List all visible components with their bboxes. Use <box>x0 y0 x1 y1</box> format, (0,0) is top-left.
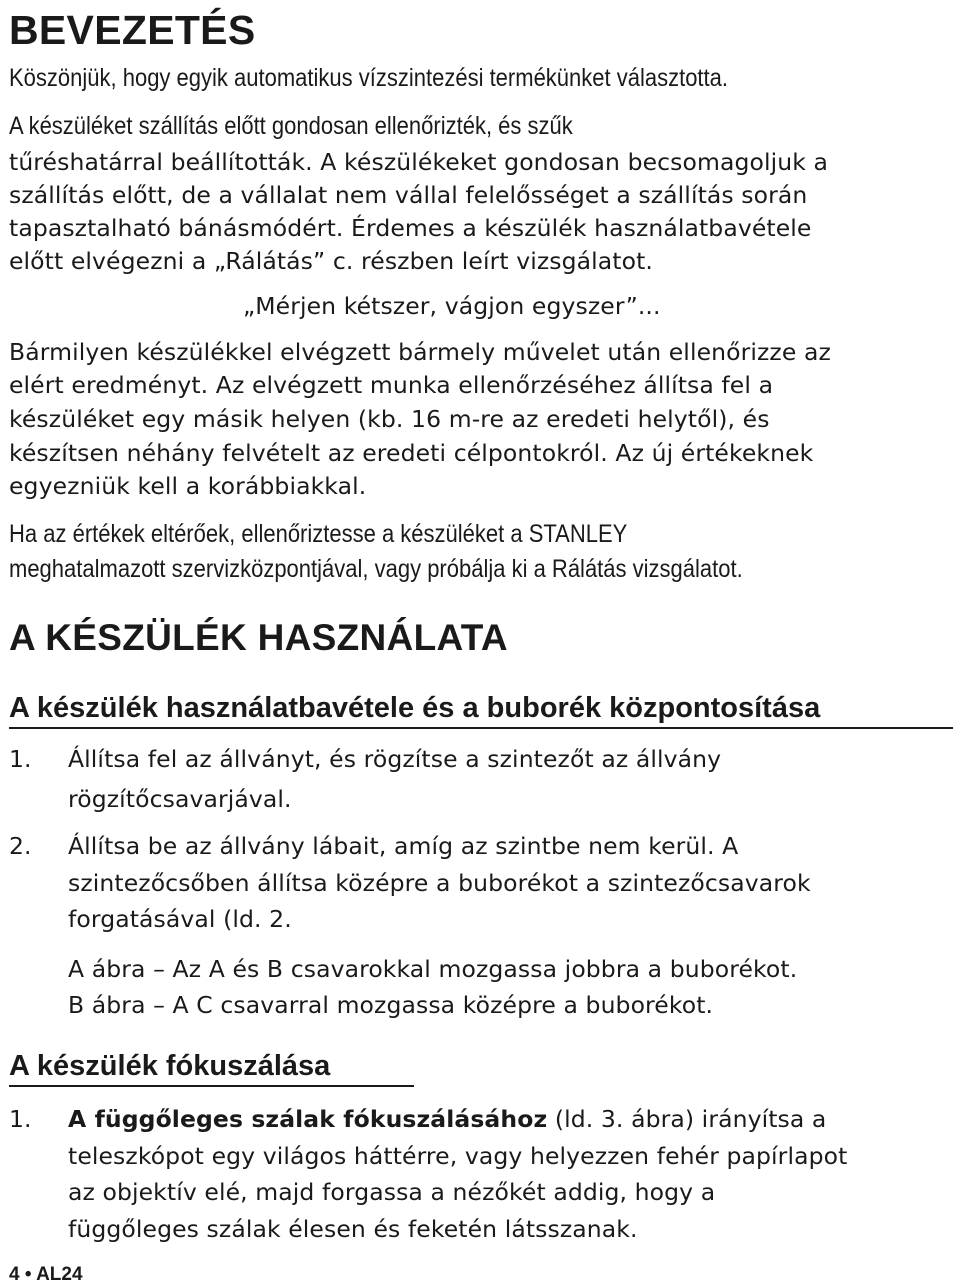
text-line: szintezőcsőben állítsa középre a buborékot a szintezőcsavarok <box>68 869 811 897</box>
page-footer: 4 • AL24 <box>9 1264 83 1285</box>
text-line: Állítsa fel az állványt, és rögzítse a szintezőt az állvány <box>68 745 722 773</box>
text-line: Állítsa be az állvány lábait, amíg az szintbe nem kerül. A <box>68 832 739 860</box>
text-line: Ha az értékek eltérőek, ellenőriztesse a készüléket a STANLEY <box>9 520 628 548</box>
list-number: 2. <box>9 832 32 860</box>
text-line: készítsen néhány felvételt az eredeti célpontokról. Az új értékeknek <box>9 439 814 467</box>
text-line: rögzítőcsavarjával. <box>68 785 292 813</box>
text-line: A készüléket szállítás előtt gondosan ellenőrizték, és szűk <box>9 112 573 140</box>
text-line: az objektív elé, majd forgassa a nézőkét addig, hogy a <box>68 1178 716 1206</box>
list-number: 1. <box>9 1105 32 1133</box>
intro-quote: „Mérjen kétszer, vágjon egyszer”... <box>243 292 661 320</box>
line-rest: (ld. 3. ábra) irányítsa a <box>547 1105 827 1133</box>
text-line: tűréshatárral beállították. A készülékeket gondosan becsomagoljuk a <box>9 148 829 176</box>
text-line: függőleges szálak élesen és feketén látsszanak. <box>68 1215 638 1243</box>
text-line: teleszkópot egy világos háttérre, vagy helyezzen fehér papírlapot <box>68 1142 848 1170</box>
text-line: egyezniük kell a korábbiakkal. <box>9 472 367 500</box>
bold-lead: A függőleges szálak fókuszálásához <box>68 1105 548 1133</box>
text-line: elért eredményt. Az elvégzett munka ellenőrzéséhez állítsa fel a <box>9 371 774 399</box>
subsection-title-setup: A készülék használatbavétele és a buborék központosítása <box>9 694 953 729</box>
text-line <box>68 1105 827 1133</box>
text-line: tapasztalható bánásmódért. Érdemes a készülék használatbavétele <box>9 214 812 242</box>
subsection-title-focus: A készülék fókuszálása <box>9 1052 414 1087</box>
text-line: forgatásával (ld. 2. <box>68 905 292 933</box>
text-line: szállítás előtt, de a vállalat nem vállal felelősséget a szállítás során <box>9 181 808 209</box>
text-line: B ábra – A C csavarral mozgassa középre a buborékot. <box>68 991 714 1019</box>
text-line: készüléket egy másik helyen (kb. 16 m-re az eredeti helytől), és <box>9 405 770 433</box>
text-line: Köszönjük, hogy egyik automatikus vízszintezési termékünket választotta. <box>9 64 729 92</box>
list-number: 1. <box>9 745 32 773</box>
section-title-usage: A KÉSZÜLÉK HASZNÁLATA <box>9 617 508 658</box>
text-line: Bármilyen készülékkel elvégzett bármely művelet után ellenőrizze az <box>9 338 831 366</box>
section-title-intro: BEVEZETÉS <box>9 7 256 53</box>
text-line: A ábra – Az A és B csavarokkal mozgassa jobbra a buborékot. <box>68 955 798 983</box>
text-line: előtt elvégezni a „Rálátás” c. részben leírt vizsgálatot. <box>9 247 653 275</box>
text-line: meghatalmazott szervizközpontjával, vagy próbálja ki a Rálátás vizsgálatot. <box>9 555 743 583</box>
